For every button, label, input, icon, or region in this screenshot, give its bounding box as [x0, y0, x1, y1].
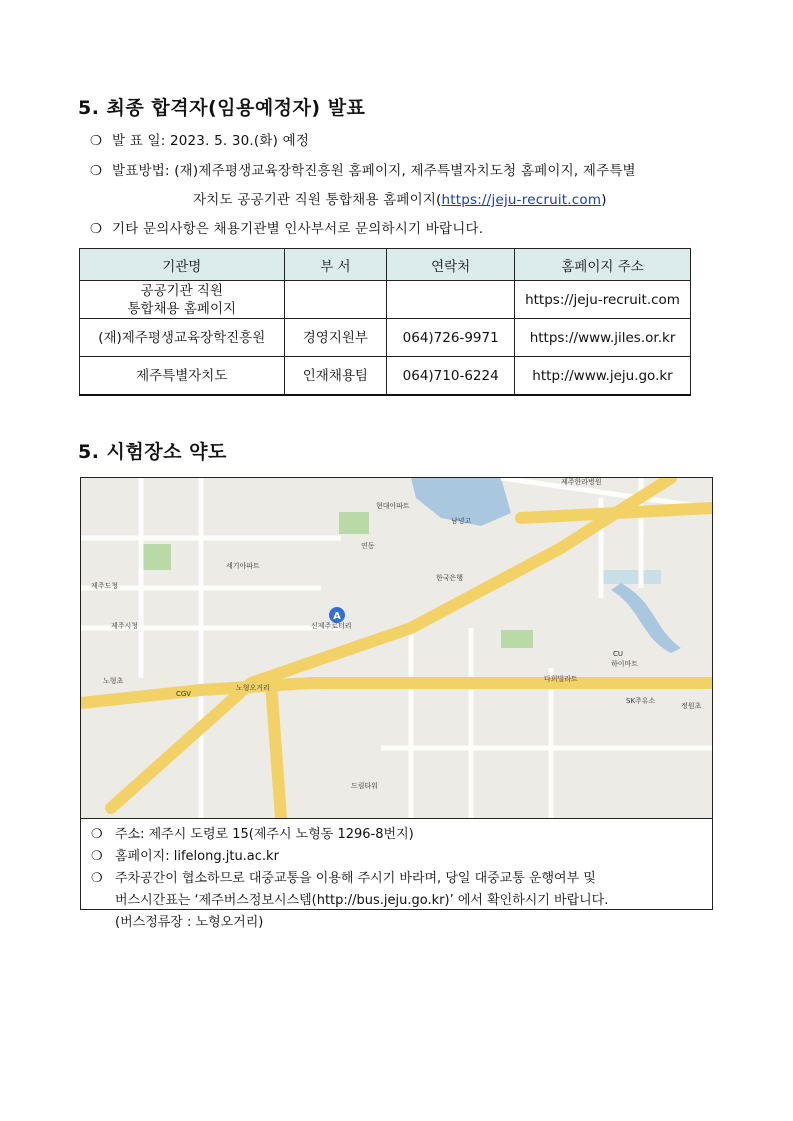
table-row: [80, 319, 691, 357]
header-dept: 부 서: [284, 249, 387, 281]
map-label: 연동: [361, 542, 375, 550]
map-label: 제주도청: [91, 582, 119, 590]
inquiry-text: 기타 문의사항은 채용기관별 인사부서로 문의하시기 바랍니다.: [112, 221, 484, 237]
homepage-item: [91, 846, 702, 868]
phone-cell: 064)710-6224: [387, 357, 515, 396]
url-cell[interactable]: https://jeju-recruit.com: [515, 281, 691, 319]
map-label: 노형오거리: [236, 684, 270, 692]
method-text-close: ): [601, 192, 607, 208]
map-label: SK주유소: [626, 697, 656, 705]
contact-table: [79, 248, 691, 396]
org-name-line1: 공공기관 직원: [140, 282, 224, 299]
address-item: [91, 824, 702, 846]
map-label: 한국은행: [436, 574, 464, 582]
location-marker: [329, 607, 345, 623]
table-row: [80, 357, 691, 396]
bullet-icon: ❍: [90, 163, 103, 179]
method-item: [90, 159, 636, 179]
table-header-row: [80, 249, 691, 281]
inquiry-item: [90, 217, 483, 237]
method-item-line2: [193, 188, 607, 208]
dept-cell: [284, 281, 387, 319]
map-label: 남녕고: [451, 517, 472, 525]
header-homepage: 홈페이지 주소: [515, 249, 691, 281]
recruit-site-link[interactable]: https://jeju-recruit.com: [441, 192, 602, 208]
map-label: 다희빌라트: [544, 675, 578, 683]
parking-item-line3: [91, 912, 702, 934]
location-info: [91, 824, 702, 934]
parking-item-line2: [91, 890, 702, 912]
url-cell[interactable]: https://www.jiles.or.kr: [515, 319, 691, 357]
marker-label: A: [333, 611, 341, 622]
section-title-final-results: 5. 최종 합격자(임용예정자) 발표: [78, 97, 366, 119]
header-org: 기관명: [80, 249, 285, 281]
map-label: 제주한라병원: [561, 478, 602, 486]
org-cell: 제주특별자치도: [80, 357, 285, 396]
map-label: 노형초: [103, 677, 124, 685]
map-label: 세기아파트: [226, 562, 260, 570]
announce-date-text: 발 표 일: 2023. 5. 30.(화) 예정: [112, 133, 310, 149]
map-label: CGV: [176, 690, 192, 698]
address-text: 주소: 제주시 도령로 15(제주시 노형동 1296-8번지): [115, 827, 414, 842]
bullet-icon: ❍: [91, 871, 103, 886]
parking-text-line2: 버스시간표는 ‘제주버스정보시스템(http://bus.jeju.go.kr)’ 에서 확인하시기 바랍니다.: [115, 893, 609, 908]
org-name-line2: 통합채용 홈페이지: [127, 300, 237, 317]
map-label: 드림타워: [351, 782, 379, 790]
section-title-exam-location-map: 5. 시험장소 약도: [78, 441, 227, 463]
map-label: 하이마트: [611, 660, 639, 668]
org-cell: [80, 281, 285, 319]
dept-cell: 인재채용팀: [284, 357, 387, 396]
map-label: 정원초: [681, 702, 702, 710]
announce-date-item: [90, 129, 309, 149]
parking-text-line3: (버스정류장 : 노형오거리): [115, 915, 264, 930]
map-label: 제주시청: [111, 622, 139, 630]
header-phone: 연락처: [387, 249, 515, 281]
parking-text-line1: 주차공간이 협소하므로 대중교통을 이용해 주시기 바라며, 당일 대중교통 운행여부 및: [115, 871, 596, 886]
map-label: CU: [613, 650, 624, 658]
method-text-line2: 자치도 공공기관 직원 통합채용 홈페이지(: [193, 192, 442, 208]
map-label: 신제주로터리: [311, 622, 352, 630]
bullet-icon: ❍: [90, 133, 103, 149]
parking-item: [91, 868, 702, 890]
dept-cell: 경영지원부: [284, 319, 387, 357]
location-map[interactable]: [81, 478, 712, 819]
method-text-line1: 발표방법: (재)제주평생교육장학진흥원 홈페이지, 제주특별자치도청 홈페이지, 제주특별: [112, 163, 636, 179]
homepage-text: 홈페이지: lifelong.jtu.ac.kr: [115, 849, 279, 864]
table-row: [80, 281, 691, 319]
url-cell[interactable]: http://www.jeju.go.kr: [515, 357, 691, 396]
location-box: [80, 477, 713, 930]
map-graphic: [81, 478, 712, 818]
phone-cell: 064)726-9971: [387, 319, 515, 357]
phone-cell: [387, 281, 515, 319]
bullet-icon: ❍: [90, 221, 103, 237]
bullet-icon: ❍: [91, 827, 103, 842]
bullet-icon: ❍: [91, 849, 103, 864]
map-label: 현대아파트: [376, 502, 410, 510]
org-cell: (재)제주평생교육장학진흥원: [80, 319, 285, 357]
